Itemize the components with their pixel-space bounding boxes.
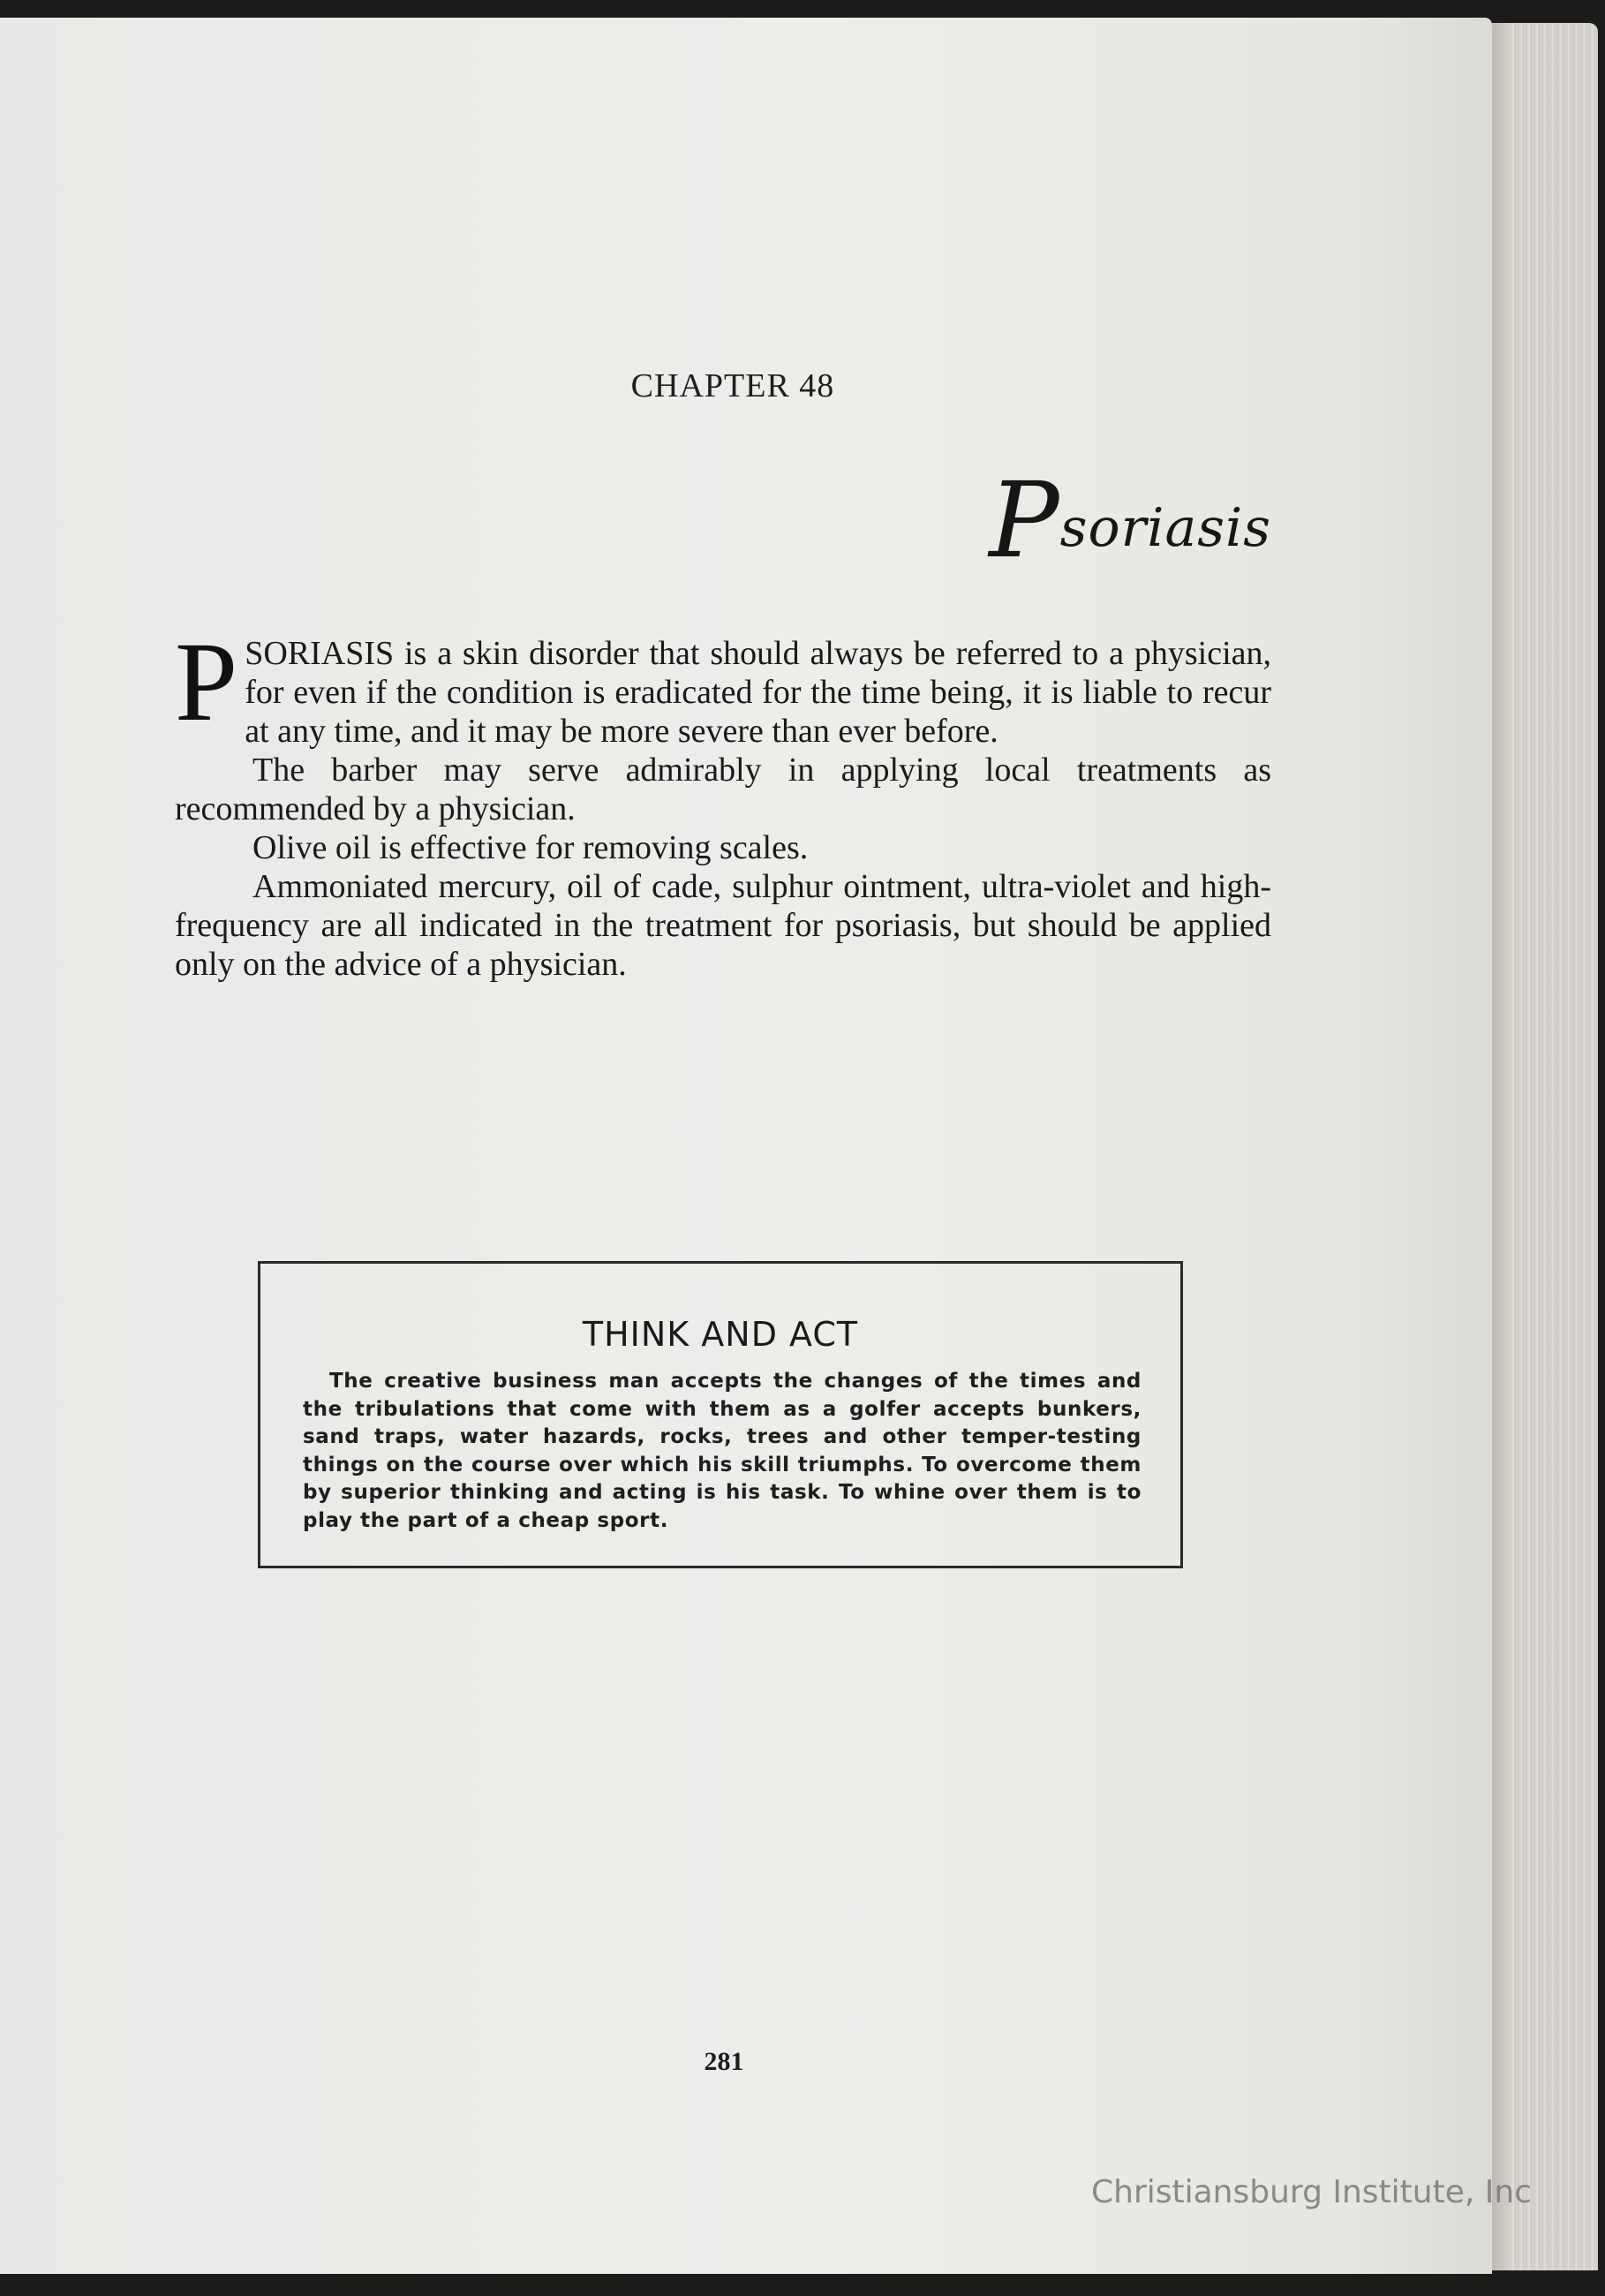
page-fold-shadow: [1492, 23, 1511, 2270]
title-initial: P: [989, 459, 1060, 581]
box-title: THINK AND ACT: [582, 1315, 859, 1354]
box-text: The creative business man accepts the changes of the times and the tribulations that come with them as a golfer accepts bunkers, sand traps, water hazards, rocks, trees and other temper-testing things on the course over which his skill triumphs. To overcome them by superior thinking and acting is his task. To whine over them is to play the part of a cheap sport.: [303, 1370, 1142, 1532]
think-and-act-box: [258, 1261, 1183, 1568]
paragraph-2: The barber may serve admirably in applying local treatments as recommended by a physician.: [175, 751, 1271, 827]
chapter-title: [953, 459, 1271, 581]
body-text: [175, 619, 1271, 984]
book-page: [0, 18, 1492, 2274]
paragraph-1: [175, 619, 1271, 751]
paragraph-4: Ammoniated mercury, oil of cade, sulphur ointment, ultra-violet and high-frequency are all indicated in the treatment for psoriasis, but should be applied only on the advice of a physician.: [175, 868, 1271, 983]
paragraph-1-text: SORIASIS is a skin disorder that should always be referred to a physician, for even if the condition is eradicated for the time being, it is liable to recur at any time, and it may be more severe than ever before.: [245, 635, 1271, 750]
drop-cap: P: [175, 619, 238, 744]
paragraph-3: Olive oil is effective for removing scales.: [252, 829, 809, 866]
title-rest: soriasis: [1059, 497, 1271, 559]
watermark: Christiansburg Institute, Inc: [1090, 2174, 1532, 2210]
page-number: 281: [704, 2047, 744, 2076]
chapter-label: CHAPTER 48: [630, 367, 835, 404]
